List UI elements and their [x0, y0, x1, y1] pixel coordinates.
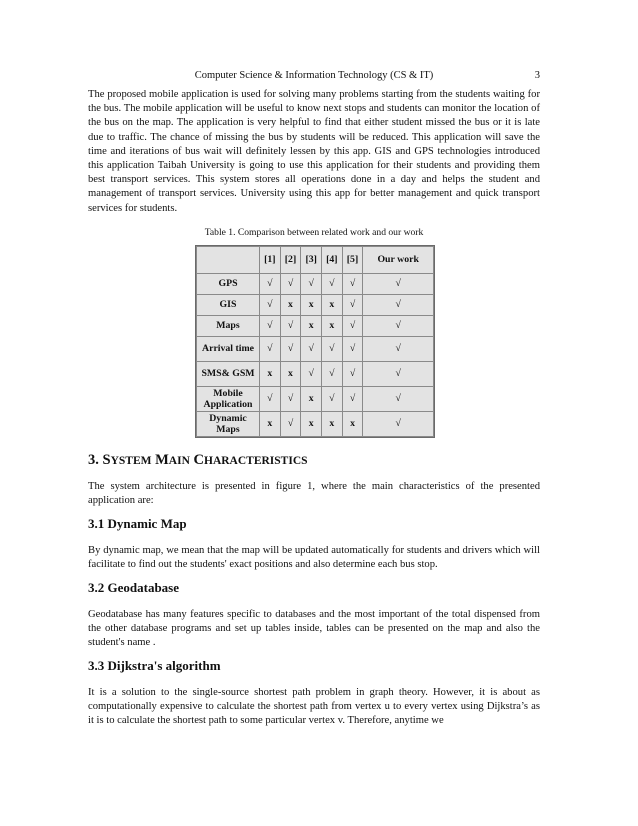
table-row-label: Mobile Application	[197, 387, 260, 412]
table-row	[197, 337, 434, 362]
table-corner-cell	[197, 247, 260, 274]
table-cell: x	[301, 295, 322, 316]
table-cell: √	[342, 337, 363, 362]
table-cell: √	[280, 274, 301, 295]
table-cell: √	[301, 274, 322, 295]
table-cell: √	[342, 274, 363, 295]
section-3-2-paragraph: Geodatabase has many features specific to databases and the most important of the total dispensed from the other database programs and set up tables inside, tables can be presented on the map and also the student's name .	[88, 609, 540, 649]
table-cell: √	[363, 387, 434, 412]
table-cell: x	[322, 412, 343, 437]
table-cell: √	[363, 316, 434, 337]
table-column-header: [1]	[260, 247, 281, 274]
table-row	[197, 412, 434, 437]
table-row	[197, 387, 434, 412]
table-cell: √	[363, 274, 434, 295]
table-row	[197, 295, 434, 316]
table-row	[197, 362, 434, 387]
running-header	[88, 70, 540, 81]
table-cell: √	[260, 337, 281, 362]
section-3-1-paragraph: By dynamic map, we mean that the map will be updated automatically for students and drivers which will facilitate to find out the students' exact positions and also determine each bus stop.	[88, 545, 540, 571]
table-cell: √	[322, 274, 343, 295]
table-cell: x	[322, 295, 343, 316]
table-row	[197, 316, 434, 337]
table-row-label: SMS& GSM	[197, 362, 260, 387]
table-column-header: [2]	[280, 247, 301, 274]
table-row-label: Dynamic Maps	[197, 412, 260, 437]
section-3-3-heading: 3.3 Dijkstra's algorithm	[88, 658, 221, 673]
table-cell: x	[301, 412, 322, 437]
section-3-1-heading: 3.1 Dynamic Map	[88, 516, 187, 531]
table-cell: √	[280, 412, 301, 437]
table-cell: √	[260, 316, 281, 337]
table-row-label: GIS	[197, 295, 260, 316]
table-cell: √	[342, 316, 363, 337]
table-column-header: Our work	[363, 247, 434, 274]
table-column-header: [4]	[322, 247, 343, 274]
table-column-header: [3]	[301, 247, 322, 274]
section-3-paragraph: The system architecture is presented in figure 1, where the main characteristics of the presented application are:	[88, 481, 540, 507]
table-cell: x	[301, 316, 322, 337]
table-cell: √	[301, 362, 322, 387]
comparison-table-grid	[196, 246, 434, 437]
table-row-label: GPS	[197, 274, 260, 295]
table-row-label: Arrival time	[197, 337, 260, 362]
table-cell: √	[260, 274, 281, 295]
table-cell: √	[280, 387, 301, 412]
section-3-heading: 3. SYSTEM MAIN CHARACTERISTICS	[88, 452, 308, 468]
table-cell: √	[342, 362, 363, 387]
comparison-table	[195, 245, 435, 438]
table-cell: √	[322, 337, 343, 362]
comparison-table-body	[197, 247, 434, 437]
table-header-row	[197, 247, 434, 274]
table-cell: √	[322, 362, 343, 387]
table-cell: √	[260, 387, 281, 412]
table-cell: x	[280, 362, 301, 387]
table-cell: √	[322, 387, 343, 412]
table-row-label: Maps	[197, 316, 260, 337]
table-row	[197, 274, 434, 295]
section-3-2-heading: 3.2 Geodatabase	[88, 580, 179, 595]
table-cell: √	[342, 387, 363, 412]
page-number: 3	[534, 70, 540, 81]
table-cell: x	[260, 362, 281, 387]
table-cell: √	[280, 316, 301, 337]
table-caption: Table 1. Comparison between related work and our work	[204, 227, 424, 238]
intro-paragraph: The proposed mobile application is used for solving many problems starting from the students waiting for the bus. The mobile application will be useful to know next stops and students can monitor the location of the bus on the map. The application is very helpful to find that either student missed the bus or it is late due to traffic. The chance of missing the bus by students will be reduced. This application will save the time and iterations of bus wait will definitely lessen by this app. GIS and GPS technologies introduced this application Taibah University is going to use this application for their students and providing them best transport services. This system stores all operations done in a day and helps the student and management of transport services. University using this app for better management and quick transport services for students.	[88, 89, 540, 214]
table-cell: √	[280, 337, 301, 362]
table-cell: √	[260, 295, 281, 316]
table-cell: √	[301, 337, 322, 362]
table-cell: x	[260, 412, 281, 437]
table-column-header: [5]	[342, 247, 363, 274]
table-cell: x	[301, 387, 322, 412]
journal-name: Computer Science & Information Technology (CS & IT)	[194, 70, 434, 81]
table-cell: x	[342, 412, 363, 437]
table-cell: x	[322, 316, 343, 337]
section-3-3-paragraph: It is a solution to the single-source shortest path problem in graph theory. However, it is about as computationally expensive to calculate the shortest path from vertex u to every vertex using Dijkstra’s as it is to calculate the shortest path to some particular vertex v. Therefore, anytime we	[88, 687, 540, 727]
table-cell: √	[363, 412, 434, 437]
table-cell: x	[280, 295, 301, 316]
table-cell: √	[363, 295, 434, 316]
table-cell: √	[363, 337, 434, 362]
table-cell: √	[342, 295, 363, 316]
table-cell: √	[363, 362, 434, 387]
